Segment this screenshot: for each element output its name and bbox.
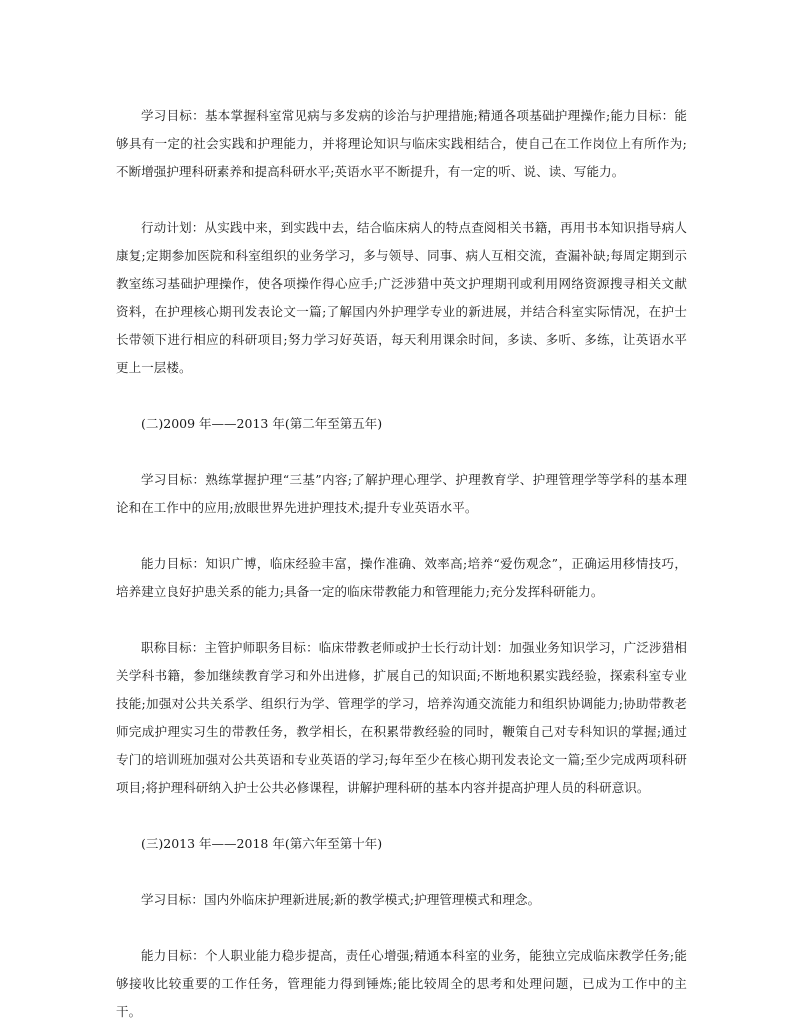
paragraph-study-goal-3: 学习目标：国内外临床护理新进展;新的教学模式;护理管理模式和理念。 xyxy=(141,892,541,907)
paragraph-gap xyxy=(116,802,687,830)
paragraph-gap xyxy=(116,858,687,886)
paragraph-ability-goal-3: 能力目标：个人职业能力稳步提高，责任心增强;精通本科室的业务，能独立完成临床教学任务;能够接收比较重要的工作任务，管理能力得到锤炼;能比较周全的思考和处理问题，已成为工作中的主干。 xyxy=(116,948,687,1019)
section-heading-2009-2013: (二)2009 年——2013 年(第二年至第五年) xyxy=(141,416,383,431)
paragraph-action-plan: 行动计划：从实践中来，到实践中去，结合临床病人的特点查阅相关书籍，再用书本知识指导病人康复;定期参加医院和科室组织的业务学习，多与领导、同事、病人互相交流，查漏补缺;每周定期到示教室练习基础护理操作，使各项操作得心应手;广泛涉猎中英文护理期刊或利用网络资源搜寻相关文献资料，在护理核心期刊发表论文一篇;了解国内外护理学专业的新进展，并结合科室实际情况，在护士长带领下进行相应的科研项目;努力学习好英语，每天利用课余时间，多读、多听、多练，让英语水平更上一层楼。 xyxy=(116,220,687,375)
paragraph-gap xyxy=(116,438,687,466)
paragraph-gap xyxy=(116,186,687,214)
paragraph-ability-goal-2: 能力目标：知识广博，临床经验丰富，操作准确、效率高;培养“爱伤观念”，正确运用移情技巧，培养建立良好护患关系的能力;具备一定的临床带教能力和管理能力;充分发挥科研能力。 xyxy=(116,556,687,599)
section-heading-2013-2018: (三)2013 年——2018 年(第六年至第十年) xyxy=(141,836,383,851)
document-page xyxy=(116,102,687,1026)
paragraph-gap xyxy=(116,382,687,410)
paragraph-gap xyxy=(116,606,687,634)
paragraph-gap xyxy=(116,914,687,942)
paragraph-study-goal-1: 学习目标：基本掌握科室常见病与多发病的诊治与护理措施;精通各项基础护理操作;能力目标：能够具有一定的社会实践和护理能力，并将理论知识与临床实践相结合，使自己在工作岗位上有所作为;不断增强护理科研素养和提高科研水平;英语水平不断提升，有一定的听、说、读、写能力。 xyxy=(116,108,687,179)
paragraph-study-goal-2: 学习目标：熟练掌握护理“三基”内容;了解护理心理学、护理教育学、护理管理学等学科的基本理论和在工作中的应用;放眼世界先进护理技术;提升专业英语水平。 xyxy=(116,472,687,515)
paragraph-title-goal: 职称目标：主管护师职务目标：临床带教老师或护士长行动计划：加强业务知识学习，广泛涉猎相关学科书籍，参加继续教育学习和外出进修，扩展自己的知识面;不断地积累实践经验，探索科室专业技能;加强对公共关系学、组织行为学、管理学的学习，培养沟通交流能力和组织协调能力;协助带教老师完成护理实习生的带教任务，教学相长，在积累带教经验的同时，鞭策自己对专科知识的掌握;通过专门的培训班加强对公共英语和专业英语的学习;每年至少在核心期刊发表论文一篇;至少完成两项科研项目;将护理科研纳入护士公共必修课程，讲解护理科研的基本内容并提高护理人员的科研意识。 xyxy=(116,640,687,795)
paragraph-gap xyxy=(116,522,687,550)
